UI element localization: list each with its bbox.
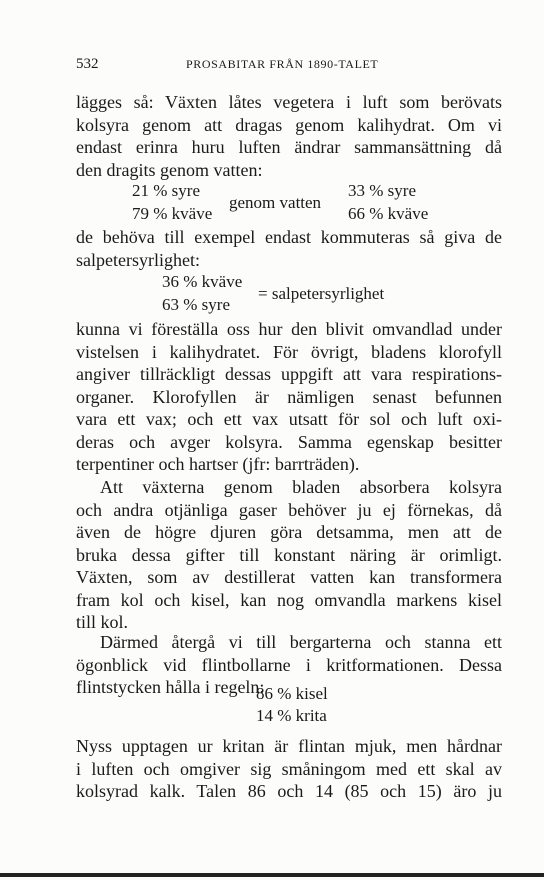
- text-line: den dragits genom vatten:: [76, 159, 263, 180]
- page-number: 532: [76, 56, 99, 72]
- formula-left-top: 21 % syre: [132, 181, 200, 200]
- scan-edge: [0, 873, 544, 877]
- text-line: deras och avger kolsyra. Samma egenskap besitter: [76, 431, 502, 452]
- text-line: kolsyra genom att dragas genom kalihydrat. Om vi: [76, 114, 502, 135]
- formula-left-bottom: 79 % kväve: [132, 204, 213, 223]
- formula2-result: = salpetersyrlighet: [258, 284, 385, 303]
- text-line: även de högre djuren göra detsamma, men att de: [76, 522, 502, 542]
- text-line: lägges så: Växten låtes vegetera i luft som berövats: [76, 92, 502, 112]
- text-line: angiver tillräckligt dessas uppgift att vara respirations-: [76, 364, 502, 384]
- text-line: Att växterna genom bladen absorbera kolsyra: [100, 477, 502, 497]
- text-line: ögonblick vid flintbollarne i kritformationen. Dessa: [76, 654, 502, 675]
- running-head: [76, 56, 502, 76]
- paragraph-1: [76, 91, 502, 181]
- text-line: endast erinra huru luften ändrar sammansättning då: [76, 137, 502, 157]
- text-line: kunna vi föreställa oss hur den blivit omvandlad under: [76, 319, 502, 339]
- text-line: Växten, som av destillerat vatten kan transformera: [76, 567, 502, 587]
- text-line: kolsyrad kalk. Talen 86 och 14 (85 och 15) äro ju: [76, 781, 502, 801]
- running-title: PROSABITAR FRÅN 1890-TALET: [186, 57, 379, 71]
- formula-right-bottom: 66 % kväve: [348, 204, 429, 223]
- paragraph-3: [76, 318, 502, 476]
- text-line: Därmed återgå vi till bergarterna och stanna ett: [100, 632, 502, 652]
- text-line: till kol.: [76, 612, 129, 632]
- paragraph-2: [76, 226, 502, 271]
- text-line: vistelsen i kalihydratet. För övrigt, bladens klorofyll: [76, 341, 502, 362]
- text-line: de behöva till exempel endast kommuteras så giva de: [76, 227, 502, 247]
- text-line: terpentiner och hartser (jfr: barrträden).: [76, 454, 360, 474]
- paragraph-6: [76, 735, 502, 803]
- formula3-bottom: 14 % krita: [256, 706, 327, 725]
- text-line: och andra otjänliga gaser behöver ju ej förnekas, då: [76, 499, 502, 520]
- text-line: salpetersyrlighet:: [76, 249, 200, 270]
- formula2-top: 36 % kväve: [162, 272, 243, 291]
- text-line: Nyss upptagen ur kritan är flintan mjuk, men hårdnar: [76, 736, 502, 756]
- text-line: bruka dessa gifter till konstant näring är orimligt.: [76, 544, 502, 565]
- formula-middle: genom vatten: [229, 193, 322, 212]
- text-line: i luften och omgiver sig småningom med ett skal av: [76, 758, 502, 779]
- text-line: organer. Klorofyllen är nämligen senast befunnen: [76, 386, 502, 407]
- text-line: flintstycken hålla i regeln:: [76, 677, 265, 697]
- text-line: vara ett vax; och ett vax utsatt för sol och luft oxi-: [76, 409, 502, 429]
- formula2-bottom: 63 % syre: [162, 295, 230, 314]
- paragraph-4: [76, 476, 502, 634]
- text-line: fram kol och kisel, kan nog omvandla markens kisel: [76, 589, 502, 610]
- formula-right-top: 33 % syre: [348, 181, 416, 200]
- formula3-top: 86 % kisel: [256, 684, 328, 703]
